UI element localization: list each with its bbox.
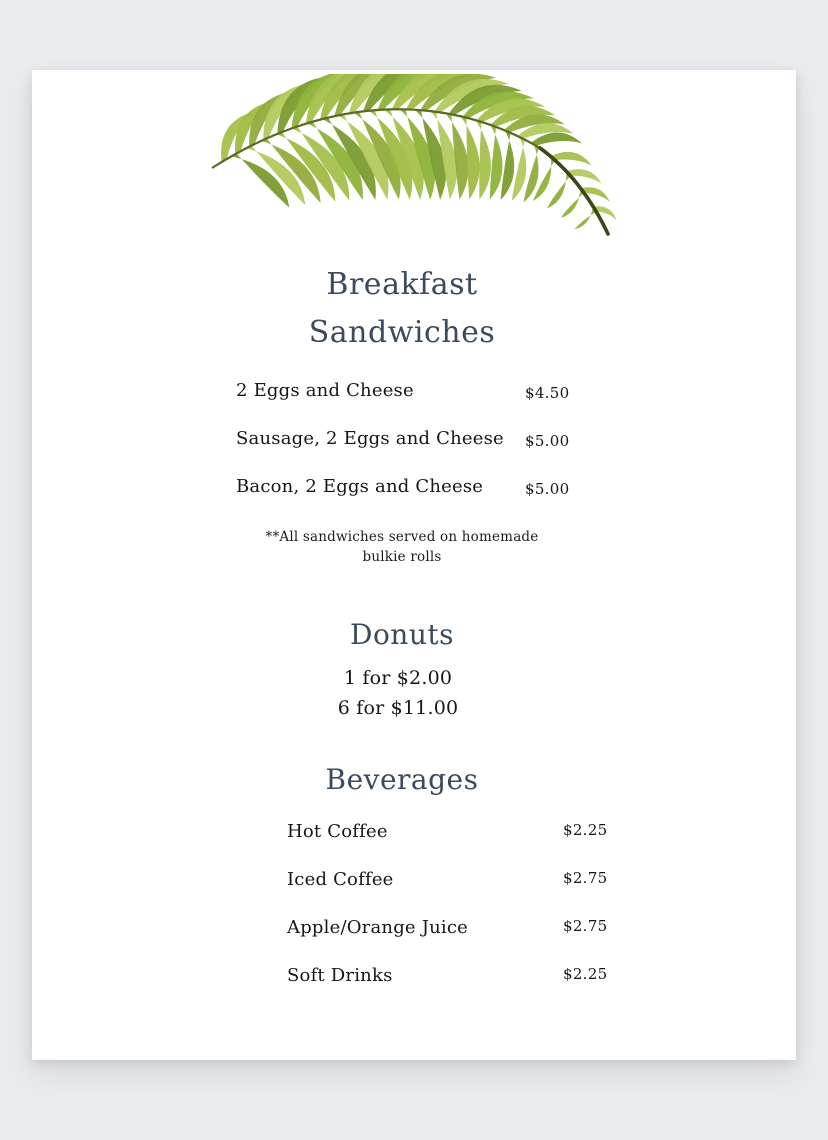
menu-page	[32, 70, 796, 1060]
donuts-heading: Donuts	[350, 618, 454, 651]
item-price: $2.25	[563, 821, 608, 839]
menu-item-row	[287, 870, 619, 890]
item-price: $2.25	[563, 965, 608, 983]
sandwich-note	[32, 527, 772, 567]
menu-item-row	[236, 477, 577, 497]
menu-title-line-1: Breakfast	[326, 267, 478, 302]
item-name: Bacon, 2 Eggs and Cheese	[236, 476, 484, 497]
donut-price-line-2: 6 for $11.00	[337, 697, 459, 719]
beverages-heading: Beverages	[325, 763, 479, 796]
sandwich-list	[236, 381, 577, 525]
donuts-pricing	[32, 663, 764, 723]
beverage-list	[287, 822, 619, 1014]
menu-title-line-2: Sandwiches	[308, 315, 496, 350]
menu-item-row	[287, 966, 619, 986]
menu-item-row	[236, 429, 577, 449]
donut-price-line-1: 1 for $2.00	[343, 667, 453, 689]
item-name: Soft Drinks	[287, 965, 393, 986]
item-name: Apple/Orange Juice	[287, 917, 468, 938]
menu-item-row	[287, 822, 619, 842]
item-price: $2.75	[563, 869, 608, 887]
item-name: Iced Coffee	[287, 869, 394, 890]
item-name: 2 Eggs and Cheese	[236, 380, 414, 401]
item-price: $4.50	[525, 384, 570, 402]
item-name: Hot Coffee	[287, 821, 388, 842]
menu-title	[32, 261, 772, 357]
item-price: $2.75	[563, 917, 608, 935]
item-name: Sausage, 2 Eggs and Cheese	[236, 428, 504, 449]
item-price: $5.00	[525, 432, 570, 450]
item-price: $5.00	[525, 480, 570, 498]
sandwich-note-text: **All sandwiches served on homemade bulkie rolls	[265, 529, 539, 565]
palm-leaf-icon	[208, 74, 616, 248]
menu-item-row	[236, 381, 577, 401]
palm-leaf-image	[208, 74, 616, 248]
menu-item-row	[287, 918, 619, 938]
